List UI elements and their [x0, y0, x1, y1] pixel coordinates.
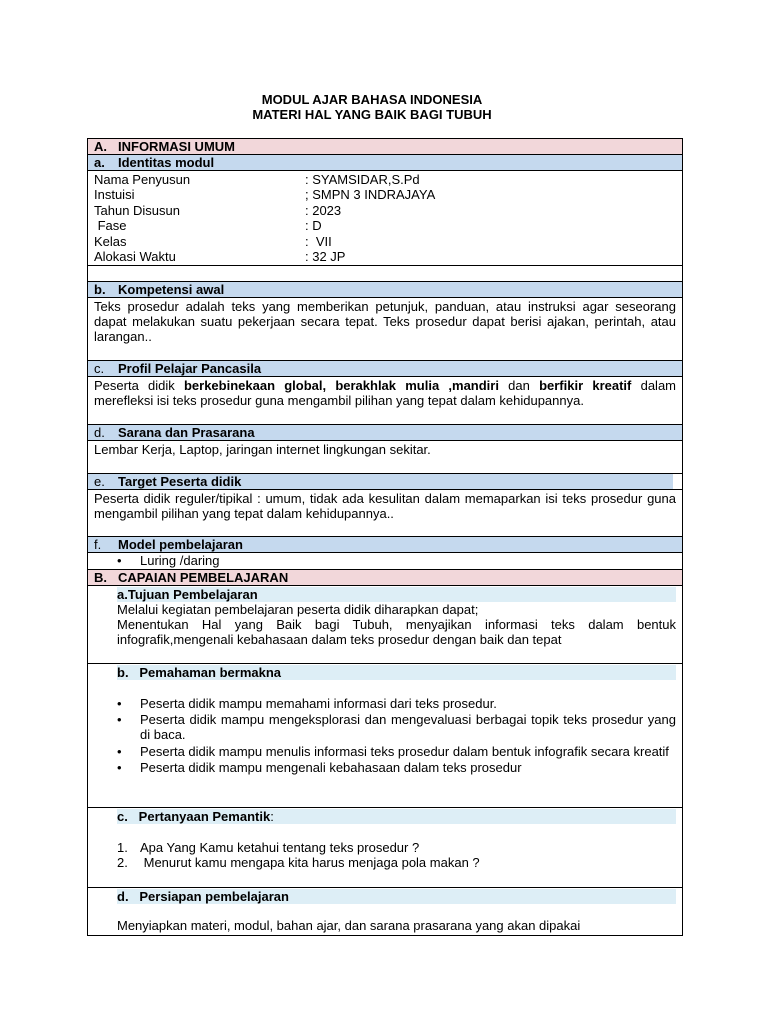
- target-number: e.: [94, 474, 105, 489]
- identitas-header: [88, 155, 682, 171]
- identitas-value: ; SMPN 3 INDRAJAYA: [305, 187, 436, 203]
- pemahaman-item: • Peserta didik mampu mengeksplorasi dan mengevaluasi berbagai topik teks prosedur yang di baca.: [117, 712, 676, 742]
- identitas-key: Kelas: [94, 233, 127, 249]
- kompetensi-text: Teks prosedur adalah teks yang memberikan petunjuk, panduan, atau instruksi agar seseorang dapat melakukan suatu pekerjaan secara tepat. Teks prosedur dapat berisi ajakan, perintah, atau larangan..: [94, 299, 676, 345]
- identitas-value: : VII: [305, 233, 332, 249]
- section-a-header: [88, 139, 682, 155]
- profil-number: c.: [94, 361, 105, 376]
- model-list: [88, 553, 682, 568]
- pertanyaan-block: [88, 809, 682, 888]
- pemahaman-item: • Peserta didik mampu memahami informasi dari teks prosedur.: [117, 696, 676, 711]
- model-body: [88, 553, 682, 570]
- pemahaman-list: [88, 696, 682, 775]
- kompetensi-body: [88, 298, 682, 361]
- model-label: Model pembelajaran: [118, 537, 243, 552]
- pertanyaan-label-wrap: [117, 809, 676, 824]
- identitas-key: Nama Penyusun: [94, 172, 191, 187]
- target-text: Peserta didik reguler/tipikal : umum, tidak ada kesulitan dalam memaparkan isi teks prosedur guna mengambil pilihan yang tepat dalam kehidupannya..: [94, 491, 676, 522]
- tujuan-text: Menentukan Hal yang Baik bagi Tubuh, menyajikan informasi teks dalam bentuk infografik,mengenali kebahasaan dalam teks prosedur dengan baik dan tepat: [117, 617, 676, 648]
- sarana-text: Lembar Kerja, Laptop, jaringan internet lingkungan sekitar.: [94, 442, 431, 457]
- profil-label: Profil Pelajar Pancasila: [118, 361, 262, 376]
- identitas-row: [94, 187, 676, 202]
- identitas-key: Fase: [94, 218, 127, 234]
- document-title: MODUL AJAR BAHASA INDONESIA: [261, 92, 483, 107]
- profil-highlight: berkebinekaan global, berakhlak mulia ,mandiri: [183, 378, 499, 393]
- identitas-value: : SYAMSIDAR,S.Pd: [305, 172, 420, 187]
- target-label: Target Peserta didik: [118, 474, 242, 489]
- pemahaman-item: • Peserta didik mampu menulis informasi teks prosedur dalam bentuk infografik secara kreatif: [117, 744, 676, 759]
- section-b-number: B.: [94, 570, 107, 585]
- identitas-number: a.: [94, 155, 105, 170]
- model-header: [88, 537, 682, 553]
- persiapan-block: [88, 889, 682, 935]
- identitas-value: : 32 JP: [305, 249, 346, 265]
- target-body: [88, 490, 682, 537]
- identitas-row: [94, 203, 676, 218]
- identitas-row: [94, 249, 676, 264]
- profil-text: Peserta didik: [94, 378, 184, 393]
- section-a-label: INFORMASI UMUM: [118, 139, 235, 154]
- kompetensi-header: [88, 282, 682, 298]
- pemahaman-block: [88, 665, 682, 808]
- persiapan-text: Menyiapkan materi, modul, bahan ajar, dan sarana prasarana yang akan dipakai: [117, 918, 581, 933]
- pertanyaan-label: c. Pertanyaan Pemantik: [117, 809, 271, 824]
- identitas-key: Alokasi Waktu: [94, 249, 176, 265]
- sarana-header: [88, 425, 682, 441]
- section-b-header: [88, 570, 682, 586]
- kompetensi-label: Kompetensi awal: [118, 282, 225, 297]
- identitas-row: [94, 218, 676, 233]
- profil-text: dalam merefleksi isi teks prosedur guna mengambil pilihan yang tepat dalam kehidupannya.: [94, 378, 677, 409]
- kompetensi-number: b.: [94, 282, 106, 297]
- pertanyaan-text: Apa Yang Kamu ketahui tentang teks prosedur ?: [140, 840, 420, 855]
- profil-header: [88, 361, 682, 377]
- identitas-row: [94, 172, 676, 187]
- pertanyaan-label-colon: :: [270, 809, 274, 824]
- pertanyaan-item: [117, 840, 676, 855]
- target-header: [88, 474, 682, 490]
- pemahaman-item: • Peserta didik mampu mengenali kebahasaan dalam teks prosedur: [117, 760, 676, 775]
- sarana-label: Sarana dan Prasarana: [118, 425, 255, 440]
- module-table: [87, 138, 683, 936]
- pertanyaan-number: 2.: [117, 855, 128, 871]
- section-b-label: CAPAIAN PEMBELAJARAN: [118, 570, 289, 585]
- model-item: • Luring /daring: [117, 553, 676, 568]
- section-a-number: A.: [94, 139, 107, 154]
- pertanyaan-item: [117, 855, 676, 870]
- profil-highlight: berfikir kreatif: [539, 378, 632, 393]
- sarana-number: d.: [94, 425, 105, 440]
- tujuan-label: a.Tujuan Pembelajaran: [117, 587, 676, 602]
- spacer-row: [88, 266, 682, 282]
- identitas-value: : D: [305, 218, 322, 234]
- sarana-body: [88, 441, 682, 474]
- identitas-body: [88, 171, 682, 266]
- document-subtitle: MATERI HAL YANG BAIK BAGI TUBUH: [252, 107, 492, 122]
- pertanyaan-number: 1.: [117, 840, 128, 855]
- identitas-key: Tahun Disusun: [94, 202, 180, 218]
- pertanyaan-list: [88, 840, 682, 871]
- identitas-key: Instuisi: [94, 187, 135, 203]
- pemahaman-label: b. Pemahaman bermakna: [117, 665, 676, 680]
- tujuan-block: [88, 587, 682, 664]
- model-number: f.: [94, 537, 102, 552]
- tujuan-intro: Melalui kegiatan pembelajaran peserta didik diharapkan dapat;: [117, 602, 479, 617]
- profil-text: dan: [498, 378, 540, 393]
- profil-body: [88, 377, 682, 425]
- pertanyaan-text: Menurut kamu mengapa kita harus menjaga pola makan ?: [140, 855, 480, 871]
- persiapan-label: d. Persiapan pembelajaran: [117, 889, 676, 904]
- identitas-row: [94, 234, 676, 249]
- identitas-label: Identitas modul: [118, 155, 215, 170]
- identitas-value: : 2023: [305, 202, 342, 218]
